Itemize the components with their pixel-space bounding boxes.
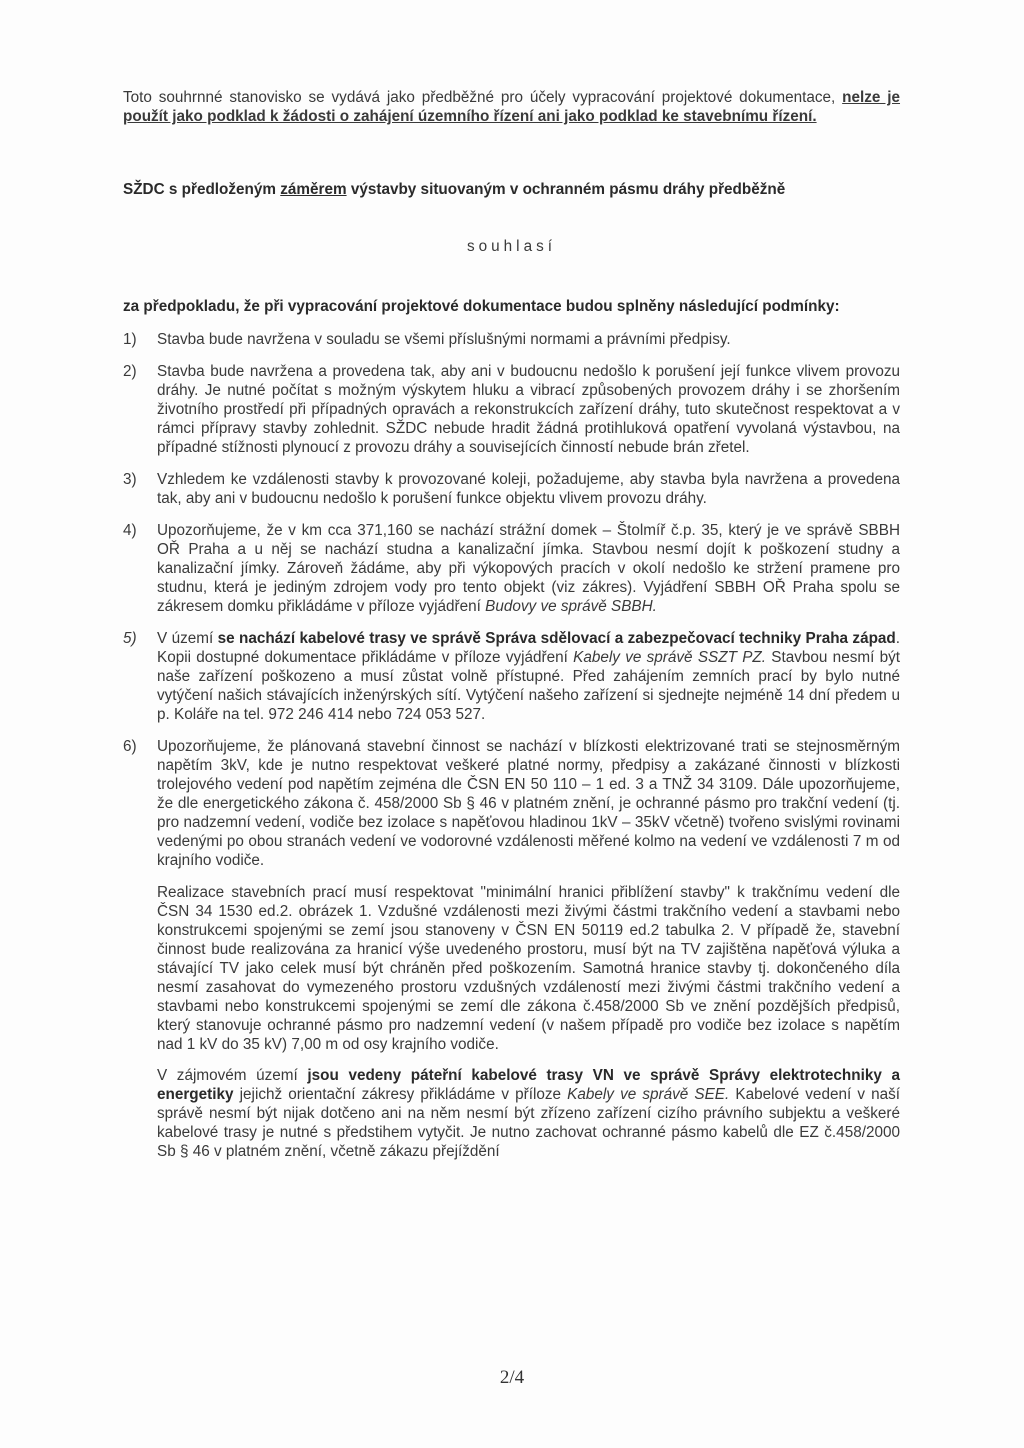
condition-item-6: [123, 737, 900, 870]
statement-post: výstavby situovaným v ochranném pásmu dráhy předběžně: [350, 181, 786, 198]
item-text: Upozorňujeme, že plánovaná stavební činnost se nachází v blízkosti elektrizované trati se stejnosměrným napětím 3kV, kde je nutno respektovat veškeré platné normy, předpisy a zakázané činnosti v blízkosti trolejového vedení pod napětím zejména dle ČSN EN 50 110 – 1 ed. 3 a TNŽ 34 3109. Dále upozorňujeme, že dle energetického zákona č. 458/2000 Sb § 46 v platném znění, je ochranné pásmo pro trakční vedení (tj. pro nadzemní vedení, vodiče bez izolace s napěťovou hladinou 1kV – 35kV včetně) tvořeno svislými rovinami vedenými po obou stranách vedení ve vodorovné vzdálenosti měřené kolmo na vedení ve vzdálenosti 7 m od krajního vodiče.: [157, 738, 900, 869]
item-number: 6): [123, 738, 137, 755]
item-text: Stavba bude navržena a provedena tak, aby ani v budoucnu nedošlo k porušení její funkce vlivem provozu dráhy. Je nutné počítat s možným výskytem hluku a vibrací způsobených provozem dráhy i se zhoršením životního prostředí při případných opravách a rekonstrukcích zařízení dráhy, tuto skutečnost respektovat a v rámci přípravy stavby zohlednit. SŽDC nebude hradit žádná protihluková opatření vyvolaná výstavbou, na případné stížnosti plynoucí z provozu dráhy a souvisejících činností nebude brán zřetel.: [157, 363, 900, 456]
condition-item-4: [123, 521, 900, 616]
condition-item-5: [123, 629, 900, 724]
statement-line: [123, 180, 900, 199]
condition-item-2: [123, 362, 900, 457]
item-text: Upozorňujeme, že v km cca 371,160 se nachází strážní domek – Štolmíř č.p. 35, který je ve správě SBBH OŘ Praha a u něj se nachází studna a kanalizační jímka. Stavbou nesmí dojít k poškození studny a kanalizační jímky. Zároveň žádáme, aby při výkopových pracích v okolí nedošlo ke stržení pramene pro studnu, která je jediným zdrojem vody pro tento objekt (viz zákres). Vyjádření SBBH OŘ Praha spolu se zákresem domku přikládáme v příloze vyjádření: [157, 522, 900, 615]
cables-paragraph: [157, 1066, 900, 1161]
item-italic: Kabely ve správě SSZT PZ.: [573, 649, 766, 666]
statement-pre: SŽDC s předloženým: [123, 181, 276, 198]
realization-paragraph: Realizace stavebních prací musí respektovat "minimální hranici přiblížení stavby" k trakčnímu vedení dle ČSN 34 1530 ed.2. obrázek 1. Vzdušné vzdálenosti mezi živými částmi trakčního vedení a stavbami nebo konstrukcemi spojenými se zemí jsou stanoveny v ČSN EN 50119 ed.2 tabulka 2. V případě že, stavební činnost bude realizována za hranicí výše uvedeného prostoru, musí být na TV zajištěna napěťová výluka a stávající TV jako celek musí být chráněn před poškozením. Samotná hranice stavby tj. dokončeného díla nesmí zasahovat do vymezeného prostoru vzdušných vzdáleností mezi živými částmi trakčního vedení a stavbami nebo konstrukcemi spojenými se zemí dle zákona č.458/2000 Sb ve znění pozdějších předpisů, který stanovuje ochranné pásmo pro nadzemní vedení (v našem případě pro vodiče bez izolace s napětím nad 1 kV do 35 kV) 7,00 m od osy krajního vodiče.: [157, 884, 900, 1053]
para-italic: Kabely ve správě SEE.: [567, 1086, 730, 1103]
para-bold: jsou vedeny páteřní kabelové trasy VN ve správě Správy elektrotechniky a energetiky: [157, 1067, 900, 1103]
item-number: 1): [123, 331, 137, 348]
para-text: Kabelové vedení v naší správě nesmí být nijak dotčeno ani na něm nesmí být zřízeno zařízení cizího právního subjektu a veškeré kabelové trasy je nutné s předstihem vytyčit. Je nutno zachovat ochranné pásmo kabelů dle EZ č.458/2000 Sb § 46 v platném znění, včetně zákazu přejíždění: [157, 1086, 901, 1160]
item-number: 5): [123, 630, 137, 647]
statement-underlined: záměrem: [280, 181, 347, 198]
intro-lead: Toto souhrnné stanovisko se vydává jako předběžné pro účely vypracování projektové dokumentace,: [123, 89, 836, 106]
intro-underlined: nelze je použít jako podklad k žádosti o zahájení územního řízení ani jako podklad ke stavebnímu řízení.: [123, 89, 901, 125]
item-text: V území: [157, 630, 214, 647]
item-text-wrap: [157, 521, 900, 616]
item-text: . Kopii dostupné dokumentace přikládáme v příloze vyjádření: [157, 630, 901, 666]
item-text: Stavba bude navržena v souladu se všemi příslušnými normami a právními předpisy.: [157, 331, 731, 348]
condition-item-1: [123, 330, 900, 349]
item-italic: Budovy ve správě SBBH.: [485, 598, 657, 615]
item-number: 4): [123, 522, 137, 539]
condition-item-3: [123, 470, 900, 508]
para-text: V zájmovém území: [157, 1067, 298, 1084]
intro-paragraph: [123, 88, 900, 126]
para-text: jejichž orientační zákresy přikládáme v příloze: [239, 1086, 562, 1103]
consent-word: souhlasí: [467, 238, 556, 255]
item-text-wrap: [157, 629, 900, 724]
item-bold: se nachází kabelové trasy ve správě Správa sdělovací a zabezpečovací techniky Praha západ: [217, 630, 896, 647]
item-number: 2): [123, 363, 137, 380]
document-body: [123, 88, 900, 1173]
item-text: Stavbou nesmí být naše zařízení poškozeno a musí zůstat volně přístupné. Před zahájením zemních prací by bylo nutné vytýčení našich stávajících inženýrských sítí. Vytýčení našeho zařízení si sjednejte nejméně 14 dní předem u p. Koláře na tel. 972 246 414 nebo 724 053 527.: [157, 649, 901, 723]
page-number: 2/4: [499, 1367, 525, 1388]
conditions-intro: za předpokladu, že při vypracování projektové dokumentace budou splněny následující podmínky:: [123, 298, 840, 315]
item-number: 3): [123, 471, 137, 488]
item-text: Vzhledem ke vzdálenosti stavby k provozované koleji, požadujeme, aby stavba byla navržena a provedena tak, aby ani v budoucnu nedošlo k porušení funkce objektu vlivem provozu dráhy.: [157, 471, 900, 507]
